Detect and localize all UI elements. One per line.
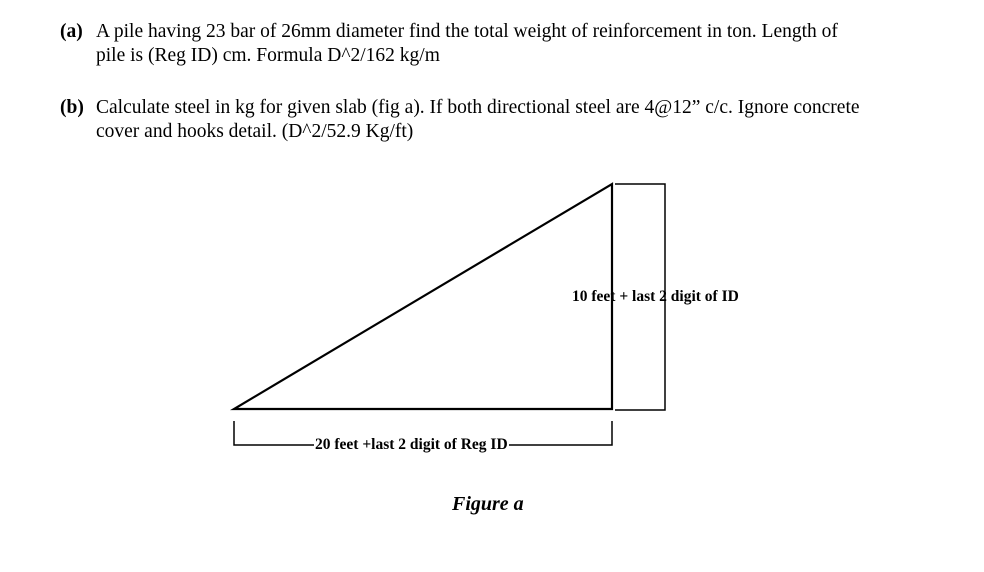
question-a-line-2: pile is (Reg ID) cm. Formula D^2/162 kg/m bbox=[96, 45, 440, 66]
question-a-line-1: A pile having 23 bar of 26mm diameter find the total weight of reinforcement in ton. Length of bbox=[96, 21, 838, 42]
figure-caption: Figure a bbox=[452, 493, 524, 515]
question-b-line-1: Calculate steel in kg for given slab (fig a). If both directional steel are 4@12” c/c. Ignore concrete bbox=[96, 97, 860, 118]
height-dimension-label: 10 feet + last 2 digit of ID bbox=[572, 288, 739, 305]
question-b-label: (b) bbox=[60, 97, 84, 118]
question-b-line-2: cover and hooks detail. (D^2/52.9 Kg/ft) bbox=[96, 121, 414, 142]
question-a-label: (a) bbox=[60, 21, 83, 42]
triangular-slab bbox=[234, 184, 612, 409]
base-dimension-label: 20 feet +last 2 digit of Reg ID bbox=[315, 436, 508, 453]
